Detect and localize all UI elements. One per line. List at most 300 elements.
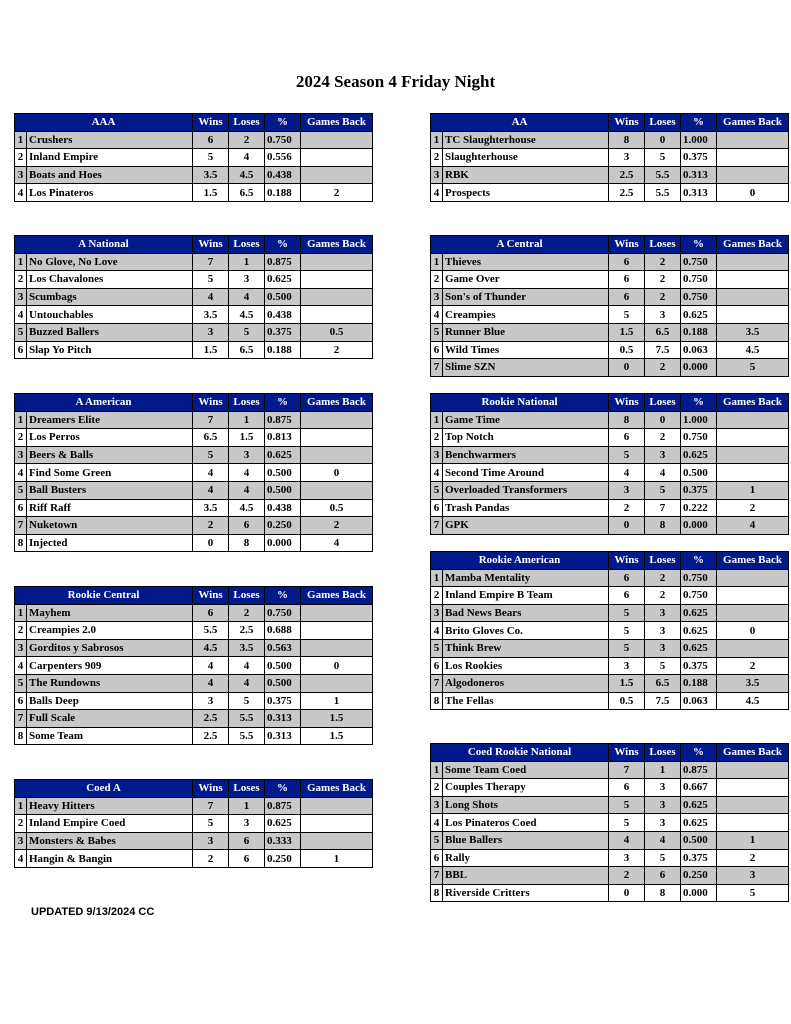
wins-cell: 1.5 xyxy=(193,184,229,202)
wins-cell: 3 xyxy=(193,692,229,710)
team-name-cell: Los Perros xyxy=(27,429,193,447)
team-name-cell: Creampies xyxy=(443,306,609,324)
rank-cell: 3 xyxy=(431,166,443,184)
pct-cell: 0.625 xyxy=(681,604,717,622)
rank-cell: 2 xyxy=(431,779,443,797)
loses-cell: 8 xyxy=(229,534,265,552)
team-name-cell: Couples Therapy xyxy=(443,779,609,797)
loses-cell: 3 xyxy=(645,446,681,464)
loses-cell: 1 xyxy=(229,411,265,429)
rank-cell: 3 xyxy=(15,166,27,184)
loses-cell: 0 xyxy=(645,411,681,429)
team-name-cell: Inland Empire Coed xyxy=(27,815,193,833)
games-back-cell xyxy=(301,481,373,499)
loses-cell: 1.5 xyxy=(229,429,265,447)
standings-table xyxy=(14,113,373,202)
pct-cell: 0.500 xyxy=(265,657,301,675)
team-name-cell: Bad News Bears xyxy=(443,604,609,622)
wins-header: Wins xyxy=(193,236,229,254)
table-row xyxy=(15,429,373,447)
table-row xyxy=(15,446,373,464)
team-name-cell: Runner Blue xyxy=(443,323,609,341)
table-row xyxy=(15,534,373,552)
team-name-cell: Dreamers Elite xyxy=(27,411,193,429)
loses-cell: 5.5 xyxy=(229,710,265,728)
loses-cell: 5 xyxy=(645,481,681,499)
pct-header: % xyxy=(681,394,717,412)
standings-table xyxy=(14,393,373,552)
wins-cell: 5 xyxy=(609,622,645,640)
table-row xyxy=(431,411,789,429)
wins-header: Wins xyxy=(193,780,229,798)
wins-cell: 4 xyxy=(193,464,229,482)
games-back-cell: 0 xyxy=(301,464,373,482)
pct-cell: 0.000 xyxy=(681,359,717,377)
loses-cell: 3.5 xyxy=(229,639,265,657)
loses-cell: 1 xyxy=(229,797,265,815)
wins-cell: 2 xyxy=(609,867,645,885)
wins-cell: 4 xyxy=(609,464,645,482)
loses-cell: 6 xyxy=(229,850,265,868)
games-back-cell xyxy=(301,271,373,289)
wins-cell: 4 xyxy=(193,288,229,306)
games-back-cell xyxy=(301,166,373,184)
loses-cell: 8 xyxy=(645,517,681,535)
team-name-cell: Inland Empire xyxy=(27,149,193,167)
loses-cell: 3 xyxy=(229,446,265,464)
standings-table xyxy=(430,235,789,377)
rank-cell: 7 xyxy=(15,710,27,728)
wins-cell: 2 xyxy=(193,517,229,535)
pct-cell: 0.375 xyxy=(265,323,301,341)
pct-cell: 0.500 xyxy=(265,674,301,692)
table-row xyxy=(15,323,373,341)
team-name-cell: Beers & Balls xyxy=(27,446,193,464)
wins-cell: 4 xyxy=(193,674,229,692)
wins-cell: 0.5 xyxy=(609,692,645,710)
pct-cell: 1.000 xyxy=(681,411,717,429)
wins-cell: 3.5 xyxy=(193,306,229,324)
games-back-cell: 0 xyxy=(717,184,789,202)
team-name-cell: Riff Raff xyxy=(27,499,193,517)
team-name-cell: Mamba Mentality xyxy=(443,569,609,587)
wins-cell: 3.5 xyxy=(193,166,229,184)
wins-cell: 7 xyxy=(193,797,229,815)
games-back-cell xyxy=(717,796,789,814)
games-back-cell xyxy=(717,271,789,289)
pct-cell: 0.438 xyxy=(265,166,301,184)
team-name-cell: Carpenters 909 xyxy=(27,657,193,675)
table-row xyxy=(431,271,789,289)
games-back-cell xyxy=(301,604,373,622)
division-name-header: AAA xyxy=(15,114,193,132)
loses-cell: 3 xyxy=(645,639,681,657)
team-name-cell: Ball Busters xyxy=(27,481,193,499)
loses-cell: 5 xyxy=(645,849,681,867)
games-back-header: Games Back xyxy=(301,236,373,254)
team-name-cell: TC Slaughterhouse xyxy=(443,131,609,149)
rank-cell: 1 xyxy=(431,131,443,149)
games-back-cell xyxy=(717,604,789,622)
rank-cell: 4 xyxy=(431,184,443,202)
games-back-cell xyxy=(717,306,789,324)
games-back-cell: 5 xyxy=(717,884,789,902)
table-row xyxy=(431,288,789,306)
table-row xyxy=(431,761,789,779)
rank-cell: 3 xyxy=(431,604,443,622)
loses-cell: 5 xyxy=(645,657,681,675)
rank-cell: 6 xyxy=(431,499,443,517)
rank-cell: 5 xyxy=(431,831,443,849)
team-name-cell: Heavy Hitters xyxy=(27,797,193,815)
table-row xyxy=(15,341,373,359)
wins-cell: 0.5 xyxy=(609,341,645,359)
table-row xyxy=(431,569,789,587)
rank-cell: 1 xyxy=(431,569,443,587)
loses-cell: 2 xyxy=(645,587,681,605)
rank-cell: 7 xyxy=(15,517,27,535)
loses-cell: 4 xyxy=(645,831,681,849)
rank-cell: 8 xyxy=(15,534,27,552)
table-row xyxy=(15,306,373,324)
team-name-cell: Slime SZN xyxy=(443,359,609,377)
team-name-cell: Slaughterhouse xyxy=(443,149,609,167)
table-row xyxy=(15,166,373,184)
games-back-cell xyxy=(717,166,789,184)
pct-cell: 0.556 xyxy=(265,149,301,167)
games-back-header: Games Back xyxy=(301,394,373,412)
games-back-cell: 1 xyxy=(717,481,789,499)
wins-header: Wins xyxy=(193,587,229,605)
team-name-cell: Rally xyxy=(443,849,609,867)
rank-cell: 4 xyxy=(15,850,27,868)
team-name-cell: Algodoneros xyxy=(443,675,609,693)
team-name-cell: RBK xyxy=(443,166,609,184)
loses-cell: 4 xyxy=(229,481,265,499)
team-name-cell: Game Over xyxy=(443,271,609,289)
rank-cell: 1 xyxy=(431,411,443,429)
pct-cell: 0.313 xyxy=(265,727,301,745)
loses-cell: 1 xyxy=(645,761,681,779)
games-back-cell xyxy=(301,815,373,833)
pct-cell: 0.313 xyxy=(681,166,717,184)
team-name-cell: Monsters & Babes xyxy=(27,832,193,850)
pct-cell: 0.875 xyxy=(681,761,717,779)
games-back-cell xyxy=(717,779,789,797)
table-row xyxy=(431,692,789,710)
rank-cell: 5 xyxy=(431,323,443,341)
table-row xyxy=(15,604,373,622)
games-back-cell xyxy=(301,674,373,692)
rank-cell: 2 xyxy=(15,149,27,167)
pct-cell: 0.188 xyxy=(265,341,301,359)
wins-cell: 6 xyxy=(193,131,229,149)
games-back-cell xyxy=(717,411,789,429)
pct-cell: 0.375 xyxy=(681,657,717,675)
rank-cell: 4 xyxy=(431,464,443,482)
loses-cell: 4.5 xyxy=(229,499,265,517)
rank-cell: 7 xyxy=(431,675,443,693)
rank-cell: 1 xyxy=(431,761,443,779)
team-name-cell: Hangin & Bangin xyxy=(27,850,193,868)
pct-cell: 0.875 xyxy=(265,411,301,429)
team-name-cell: Some Team Coed xyxy=(443,761,609,779)
table-row xyxy=(431,831,789,849)
wins-cell: 7 xyxy=(193,253,229,271)
standings-table xyxy=(430,393,789,535)
loses-cell: 7 xyxy=(645,499,681,517)
rank-cell: 3 xyxy=(431,796,443,814)
games-back-cell: 1.5 xyxy=(301,727,373,745)
wins-cell: 5 xyxy=(609,639,645,657)
games-back-cell xyxy=(717,569,789,587)
wins-cell: 5.5 xyxy=(193,622,229,640)
games-back-cell xyxy=(717,429,789,447)
table-row xyxy=(15,692,373,710)
games-back-cell: 0.5 xyxy=(301,323,373,341)
pct-cell: 0.000 xyxy=(265,534,301,552)
pct-cell: 0.625 xyxy=(681,814,717,832)
rank-cell: 8 xyxy=(431,884,443,902)
pct-cell: 0.625 xyxy=(265,815,301,833)
wins-cell: 3 xyxy=(609,481,645,499)
games-back-cell: 0 xyxy=(301,657,373,675)
wins-header: Wins xyxy=(609,552,645,570)
division-name-header: Rookie American xyxy=(431,552,609,570)
table-row xyxy=(15,657,373,675)
games-back-header: Games Back xyxy=(717,552,789,570)
pct-cell: 0.875 xyxy=(265,797,301,815)
table-row xyxy=(15,184,373,202)
team-name-cell: Think Brew xyxy=(443,639,609,657)
rank-cell: 8 xyxy=(15,727,27,745)
wins-header: Wins xyxy=(609,744,645,762)
team-name-cell: Son's of Thunder xyxy=(443,288,609,306)
pct-cell: 0.250 xyxy=(265,850,301,868)
loses-cell: 2 xyxy=(645,271,681,289)
team-name-cell: Injected xyxy=(27,534,193,552)
games-back-cell xyxy=(301,622,373,640)
team-name-cell: BBL xyxy=(443,867,609,885)
table-row xyxy=(431,657,789,675)
team-name-cell: The Fellas xyxy=(443,692,609,710)
wins-cell: 7 xyxy=(193,411,229,429)
rank-cell: 2 xyxy=(431,149,443,167)
rank-cell: 3 xyxy=(15,832,27,850)
loses-cell: 4 xyxy=(229,464,265,482)
table-row xyxy=(431,131,789,149)
games-back-cell: 2 xyxy=(717,499,789,517)
loses-cell: 7.5 xyxy=(645,692,681,710)
pct-cell: 0.625 xyxy=(681,796,717,814)
table-row xyxy=(431,359,789,377)
games-back-cell xyxy=(717,149,789,167)
team-name-cell: Nuketown xyxy=(27,517,193,535)
wins-cell: 3 xyxy=(609,149,645,167)
team-name-cell: Balls Deep xyxy=(27,692,193,710)
standings-table xyxy=(430,743,789,902)
games-back-header: Games Back xyxy=(301,587,373,605)
pct-cell: 0.625 xyxy=(681,306,717,324)
wins-cell: 4 xyxy=(609,831,645,849)
games-back-cell xyxy=(301,149,373,167)
games-back-cell: 4.5 xyxy=(717,341,789,359)
wins-cell: 2.5 xyxy=(193,727,229,745)
pct-cell: 0.688 xyxy=(265,622,301,640)
games-back-cell: 5 xyxy=(717,359,789,377)
team-name-cell: No Glove, No Love xyxy=(27,253,193,271)
team-name-cell: Blue Ballers xyxy=(443,831,609,849)
rank-cell: 5 xyxy=(15,481,27,499)
rank-cell: 3 xyxy=(431,446,443,464)
rank-cell: 7 xyxy=(431,517,443,535)
table-row xyxy=(15,411,373,429)
pct-cell: 0.750 xyxy=(265,604,301,622)
rank-cell: 2 xyxy=(15,429,27,447)
pct-cell: 0.750 xyxy=(681,569,717,587)
wins-cell: 5 xyxy=(193,149,229,167)
table-row xyxy=(15,797,373,815)
loses-cell: 2.5 xyxy=(229,622,265,640)
pct-cell: 1.000 xyxy=(681,131,717,149)
rank-cell: 6 xyxy=(431,849,443,867)
pct-header: % xyxy=(681,552,717,570)
loses-cell: 2 xyxy=(645,429,681,447)
wins-cell: 6 xyxy=(609,288,645,306)
wins-cell: 2.5 xyxy=(609,184,645,202)
team-name-cell: Boats and Hoes xyxy=(27,166,193,184)
wins-cell: 3 xyxy=(193,832,229,850)
rank-cell: 6 xyxy=(431,657,443,675)
rank-cell: 4 xyxy=(15,184,27,202)
table-row xyxy=(15,622,373,640)
wins-cell: 1.5 xyxy=(609,323,645,341)
pct-cell: 0.625 xyxy=(681,639,717,657)
pct-cell: 0.500 xyxy=(265,481,301,499)
wins-cell: 4.5 xyxy=(193,639,229,657)
rank-cell: 1 xyxy=(15,797,27,815)
pct-header: % xyxy=(265,587,301,605)
team-name-cell: Crushers xyxy=(27,131,193,149)
pct-cell: 0.313 xyxy=(681,184,717,202)
table-row xyxy=(15,517,373,535)
pct-cell: 0.313 xyxy=(265,710,301,728)
games-back-cell: 1 xyxy=(301,850,373,868)
rank-cell: 7 xyxy=(431,867,443,885)
pct-cell: 0.250 xyxy=(265,517,301,535)
wins-cell: 5 xyxy=(609,814,645,832)
pct-cell: 0.625 xyxy=(265,446,301,464)
games-back-cell xyxy=(301,306,373,324)
loses-cell: 2 xyxy=(229,604,265,622)
team-name-cell: Gorditos y Sabrosos xyxy=(27,639,193,657)
loses-header: Loses xyxy=(645,114,681,132)
loses-cell: 2 xyxy=(645,253,681,271)
rank-cell: 6 xyxy=(15,341,27,359)
games-back-cell: 1 xyxy=(717,831,789,849)
loses-cell: 6 xyxy=(229,517,265,535)
rank-cell: 5 xyxy=(15,323,27,341)
table-row xyxy=(15,815,373,833)
games-back-cell xyxy=(717,131,789,149)
games-back-cell xyxy=(301,253,373,271)
table-row xyxy=(431,184,789,202)
wins-cell: 2.5 xyxy=(609,166,645,184)
pct-cell: 0.188 xyxy=(681,675,717,693)
wins-cell: 8 xyxy=(609,131,645,149)
table-row xyxy=(15,464,373,482)
pct-cell: 0.222 xyxy=(681,499,717,517)
division-name-header: Rookie National xyxy=(431,394,609,412)
pct-cell: 0.438 xyxy=(265,499,301,517)
games-back-cell xyxy=(301,446,373,464)
wins-cell: 5 xyxy=(609,446,645,464)
loses-cell: 5 xyxy=(645,149,681,167)
rank-cell: 4 xyxy=(15,306,27,324)
pct-header: % xyxy=(265,394,301,412)
table-row xyxy=(15,832,373,850)
wins-cell: 3.5 xyxy=(193,499,229,517)
pct-cell: 0.063 xyxy=(681,341,717,359)
loses-cell: 4.5 xyxy=(229,306,265,324)
loses-cell: 3 xyxy=(229,815,265,833)
team-name-cell: Full Scale xyxy=(27,710,193,728)
team-name-cell: Creampies 2.0 xyxy=(27,622,193,640)
rank-cell: 1 xyxy=(15,131,27,149)
table-row xyxy=(15,149,373,167)
loses-cell: 3 xyxy=(645,604,681,622)
rank-cell: 4 xyxy=(431,814,443,832)
table-row xyxy=(15,271,373,289)
team-name-cell: Prospects xyxy=(443,184,609,202)
wins-header: Wins xyxy=(609,394,645,412)
wins-cell: 1.5 xyxy=(609,675,645,693)
table-row xyxy=(431,517,789,535)
team-name-cell: Mayhem xyxy=(27,604,193,622)
rank-cell: 4 xyxy=(431,306,443,324)
table-row xyxy=(431,814,789,832)
pct-cell: 0.375 xyxy=(681,149,717,167)
table-row xyxy=(431,849,789,867)
division-name-header: Coed Rookie National xyxy=(431,744,609,762)
wins-cell: 4 xyxy=(193,481,229,499)
team-name-cell: Untouchables xyxy=(27,306,193,324)
pct-cell: 0.750 xyxy=(265,131,301,149)
games-back-cell xyxy=(301,797,373,815)
games-back-cell xyxy=(717,446,789,464)
table-row xyxy=(15,727,373,745)
rank-cell: 1 xyxy=(15,253,27,271)
team-name-cell: Wild Times xyxy=(443,341,609,359)
standings-table xyxy=(430,113,789,202)
games-back-cell: 2 xyxy=(301,341,373,359)
team-name-cell: Los Chavalones xyxy=(27,271,193,289)
loses-cell: 0 xyxy=(645,131,681,149)
pct-cell: 0.375 xyxy=(681,849,717,867)
table-row xyxy=(431,306,789,324)
table-row xyxy=(431,481,789,499)
rank-cell: 7 xyxy=(431,359,443,377)
games-back-cell xyxy=(717,761,789,779)
table-row xyxy=(15,481,373,499)
wins-cell: 8 xyxy=(609,411,645,429)
pct-cell: 0.563 xyxy=(265,639,301,657)
pct-cell: 0.188 xyxy=(265,184,301,202)
table-row xyxy=(431,499,789,517)
team-name-cell: The Rundowns xyxy=(27,674,193,692)
games-back-header: Games Back xyxy=(301,780,373,798)
team-name-cell: Second Time Around xyxy=(443,464,609,482)
